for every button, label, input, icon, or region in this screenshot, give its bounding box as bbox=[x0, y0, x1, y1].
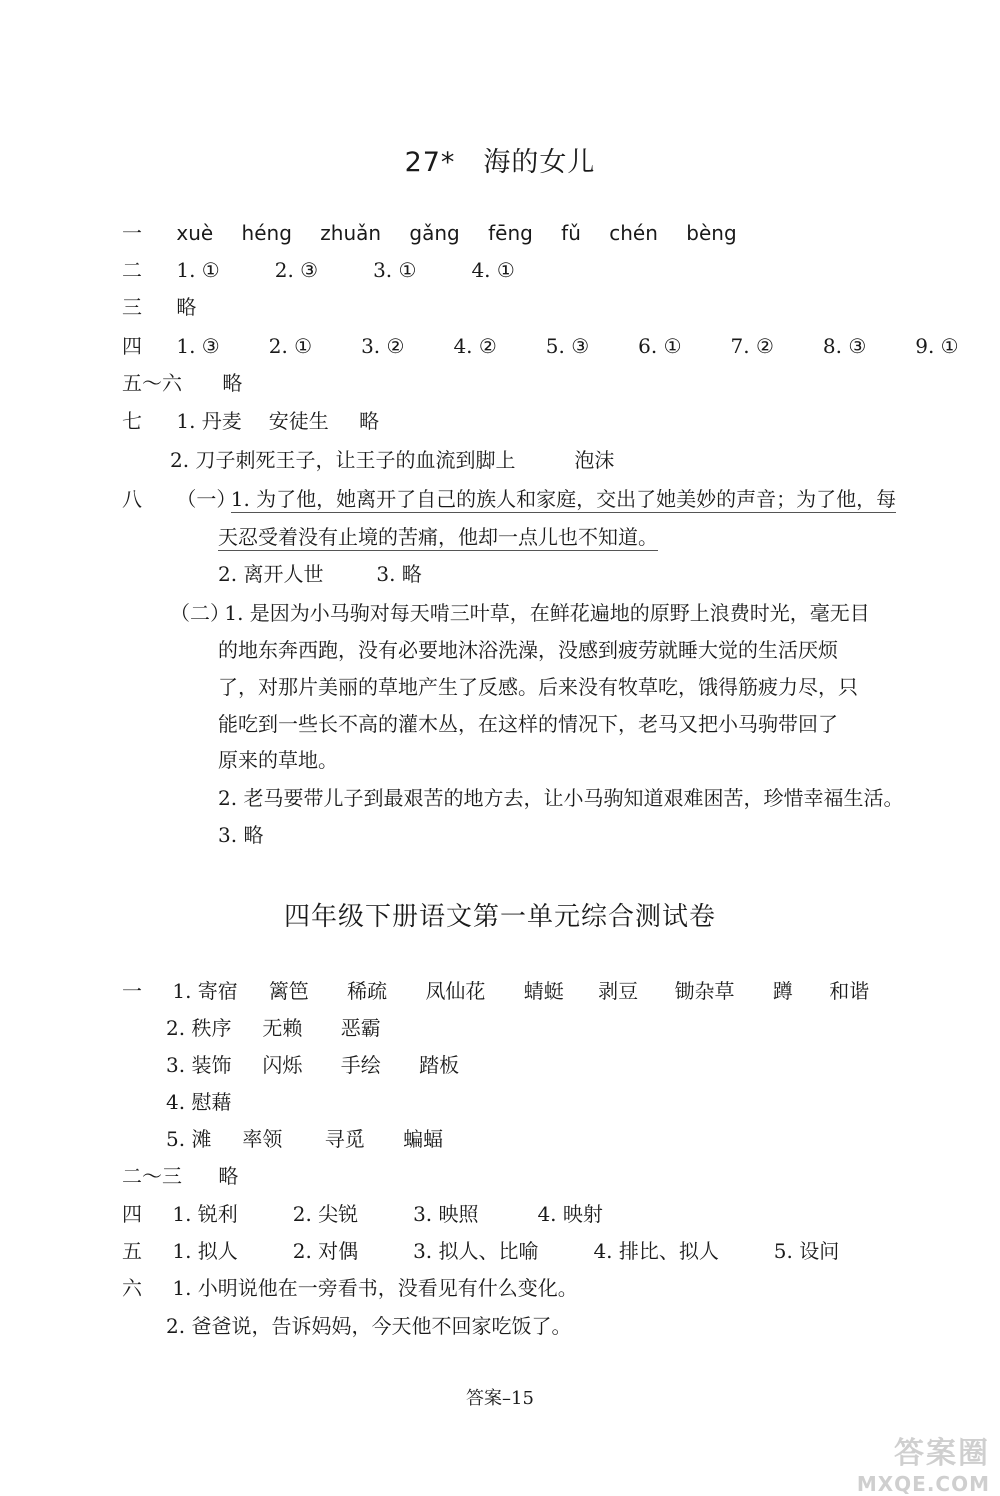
answer-item: 凤仙花 bbox=[425, 979, 486, 1003]
watermark-logo bbox=[857, 1428, 990, 1496]
q-number: 七 bbox=[122, 409, 142, 433]
q56-row bbox=[122, 370, 242, 396]
s2-q1-row3 bbox=[166, 1052, 459, 1078]
answer-item: 和谐 bbox=[829, 979, 870, 1003]
q3-row bbox=[122, 294, 196, 320]
answer-item: 1. ① bbox=[176, 258, 220, 282]
answer-item: 篱笆 bbox=[268, 979, 309, 1003]
pinyin: chén bbox=[609, 221, 658, 245]
answer-item: 3. ② bbox=[361, 334, 405, 358]
answer-item: 踏板 bbox=[419, 1053, 460, 1077]
answer-item: 1. 丹麦 bbox=[176, 409, 242, 433]
q-number: 四 bbox=[122, 1202, 142, 1226]
part-label: （一） bbox=[176, 487, 237, 511]
q8-part1-row2 bbox=[218, 524, 658, 550]
q-number: 五～六 bbox=[122, 371, 182, 395]
q7-row2 bbox=[170, 447, 614, 473]
answer-item: 5. 滩 bbox=[166, 1127, 212, 1151]
s2-q23-row bbox=[122, 1163, 238, 1189]
watermark-text: 答案圈 bbox=[894, 1436, 990, 1471]
q2-row bbox=[122, 257, 563, 283]
answer-item: 5. ③ bbox=[545, 334, 590, 358]
answer-item: 略 bbox=[359, 409, 380, 433]
answer-item: 3. 拟人、比喻 bbox=[413, 1239, 539, 1263]
answer-item: 4. 慰藉 bbox=[166, 1090, 232, 1114]
answer-item: 锄杂草 bbox=[674, 979, 735, 1003]
answer-item: 5. 设问 bbox=[773, 1239, 840, 1263]
s2-q6-row1 bbox=[122, 1275, 578, 1301]
answer-item: 蜻蜓 bbox=[523, 979, 564, 1003]
answer-item: 4. 排比、拟人 bbox=[593, 1239, 719, 1263]
pinyin: héng bbox=[241, 221, 292, 245]
answer-text: 1. 是因为小马驹对每天啃三叶草，在鲜花遍地的原野上浪费时光，毫无目 bbox=[224, 601, 870, 625]
pinyin: fǔ bbox=[561, 221, 581, 245]
answer-item: 蹲 bbox=[772, 979, 793, 1003]
s2-q5-row bbox=[122, 1238, 839, 1264]
s2-q1-row4 bbox=[166, 1089, 231, 1115]
pinyin: xuè bbox=[176, 221, 214, 245]
answer-item: 4. ② bbox=[453, 334, 497, 358]
answer-item: 2. 对偶 bbox=[292, 1239, 359, 1263]
q-number: 二 bbox=[122, 258, 142, 282]
pinyin: gǎng bbox=[409, 221, 460, 245]
answer-text: 略 bbox=[222, 371, 243, 395]
answer-item: 安徒生 bbox=[268, 409, 329, 433]
answer-text: 略 bbox=[176, 295, 197, 319]
q-number: 三 bbox=[122, 295, 142, 319]
pinyin: zhuǎn bbox=[320, 221, 382, 245]
part-label: （二） bbox=[170, 601, 230, 625]
q8-part2-row3: 了，对那片美丽的草地产生了反感。后来没有牧草吃，饿得筋疲力尽，只 bbox=[218, 675, 858, 699]
answer-item: 闪烁 bbox=[262, 1053, 303, 1077]
answer-item: 1. 锐利 bbox=[172, 1202, 238, 1226]
answer-item: 2. ③ bbox=[274, 258, 319, 282]
q4-row bbox=[122, 333, 965, 359]
answer-item: 泡沫 bbox=[574, 448, 615, 472]
answer-item: 7. ② bbox=[730, 334, 774, 358]
answer-item: 2. 尖锐 bbox=[292, 1202, 359, 1226]
answer-item: 手绘 bbox=[340, 1053, 381, 1077]
s2-q1-row2 bbox=[166, 1015, 381, 1041]
answer-item: 1. 拟人 bbox=[172, 1239, 238, 1263]
underlined-answer: 天忍受着没有止境的苦痛，他却一点儿也不知道。 bbox=[218, 525, 658, 549]
q1-row bbox=[122, 220, 759, 246]
answer-item: 1. ③ bbox=[176, 334, 220, 358]
answer-item: 率领 bbox=[242, 1127, 283, 1151]
answer-item: 8. ③ bbox=[822, 334, 867, 358]
answer-text: 1. 小明说他在一旁看书，没看见有什么变化。 bbox=[172, 1276, 578, 1300]
s2-q6-row2: 2. 爸爸说，告诉妈妈，今天他不回家吃饭了。 bbox=[166, 1314, 572, 1338]
answer-item: 2. 离开人世 bbox=[218, 562, 324, 586]
section-title-27: 27* 海的女儿 bbox=[404, 147, 596, 178]
answer-item: 2. 刀子刺死王子，让王子的血流到脚上 bbox=[170, 448, 516, 472]
watermark-url: MXQE.COM bbox=[856, 1472, 990, 1496]
answer-item: 无赖 bbox=[262, 1016, 303, 1040]
q-number: 四 bbox=[122, 334, 142, 358]
q8-part2-row4: 能吃到一些长不高的灌木丛，在这样的情况下，老马又把小马驹带回了 bbox=[218, 712, 838, 736]
answer-item: 剥豆 bbox=[598, 979, 639, 1003]
answer-item: 3. 略 bbox=[376, 562, 422, 586]
q-number: 一 bbox=[122, 221, 142, 245]
answer-item: 6. ① bbox=[638, 334, 682, 358]
answer-item: 蝙蝠 bbox=[403, 1127, 444, 1151]
q8-part1-row1 bbox=[122, 486, 896, 512]
q-number: 二～三 bbox=[122, 1164, 182, 1188]
answer-item: 寻觅 bbox=[324, 1127, 365, 1151]
q-number: 五 bbox=[122, 1239, 142, 1263]
page-number: 答案–15 bbox=[466, 1388, 534, 1409]
answer-item: 2. 秩序 bbox=[166, 1016, 232, 1040]
pinyin-list bbox=[176, 221, 758, 245]
q-number: 一 bbox=[122, 979, 142, 1003]
q7-row1 bbox=[122, 408, 379, 434]
q8-part2-row2: 的地东奔西跑，没有必要地沐浴洗澡，没感到疲劳就睡大觉的生活厌烦 bbox=[218, 638, 838, 662]
answer-item: 3. ① bbox=[373, 258, 417, 282]
q8-part2-row6: 2. 老马要带儿子到最艰苦的地方去，让小马驹知道艰难困苦，珍惜幸福生活。 bbox=[218, 786, 904, 810]
answer-item: 4. 映射 bbox=[537, 1202, 603, 1226]
section-title-unit-test: 四年级下册语文第一单元综合测试卷 bbox=[283, 902, 716, 932]
underlined-answer: 1. 为了他，她离开了自己的族人和家庭，交出了她美妙的声音；为了他，每 bbox=[230, 487, 897, 511]
s2-q1-row5 bbox=[166, 1126, 443, 1152]
answer-item: 4. ① bbox=[471, 258, 515, 282]
answer-item: 2. ① bbox=[268, 334, 313, 358]
q8-part2-row1 bbox=[170, 600, 870, 626]
answer-item: 恶霸 bbox=[340, 1016, 381, 1040]
answer-item: 稀疏 bbox=[347, 979, 388, 1003]
q-number: 八 bbox=[122, 487, 142, 511]
pinyin: bèng bbox=[686, 221, 737, 245]
pinyin: fēng bbox=[488, 221, 533, 245]
answer-item: 3. 映照 bbox=[413, 1202, 479, 1226]
s2-q1-row1 bbox=[122, 978, 869, 1004]
q8-part2-row7: 3. 略 bbox=[218, 823, 264, 847]
answer-item: 9. ① bbox=[915, 334, 959, 358]
q8-part2-row5: 原来的草地。 bbox=[218, 748, 338, 772]
q8-part1-row3 bbox=[218, 561, 422, 587]
s2-q4-row bbox=[122, 1201, 603, 1227]
q-number: 六 bbox=[122, 1276, 142, 1300]
answer-item: 1. 寄宿 bbox=[172, 979, 238, 1003]
answer-item: 3. 装饰 bbox=[166, 1053, 232, 1077]
answer-text: 略 bbox=[218, 1164, 239, 1188]
